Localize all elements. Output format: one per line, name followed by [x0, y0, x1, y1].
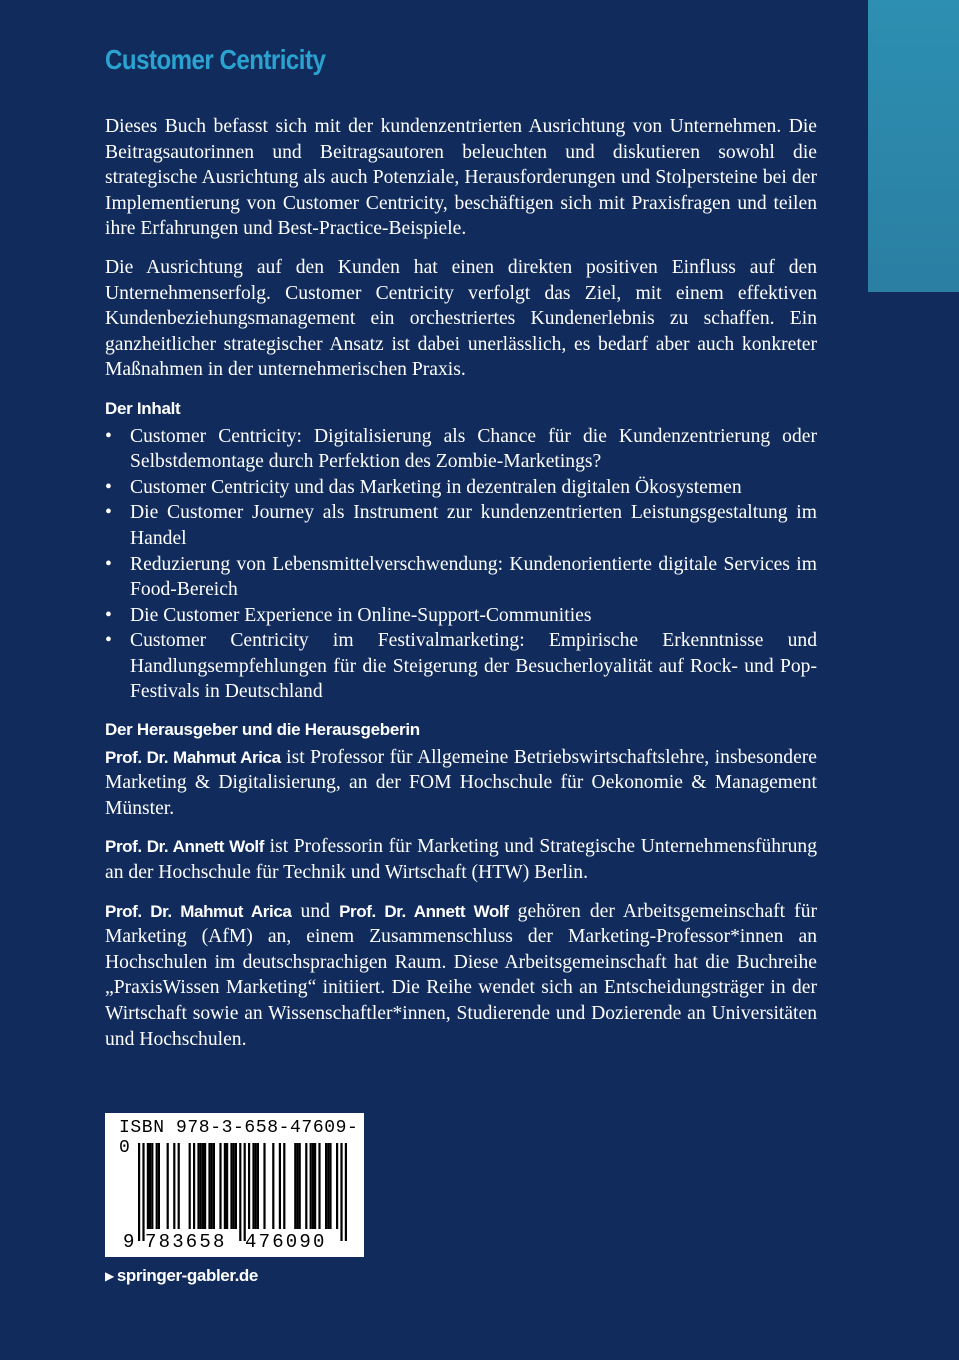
- editor-name: Prof. Dr. Mahmut Arica: [105, 747, 281, 767]
- accent-color-bar: [868, 0, 959, 292]
- barcode-bar: [213, 1143, 215, 1229]
- barcode-bar: [142, 1143, 144, 1241]
- contents-item: • Customer Centricity: Digitalisierung als Chance für die Kundenzentrierung oder Selbstdemontage durch Perfektion des Zombie-Marketings?: [105, 425, 817, 473]
- editors-joint-bio: Prof. Dr. Mahmut Arica und Prof. Dr. Annett Wolf gehören der Arbeitsgemeinschaft für Marketing (AfM) an, einem Zusammenschluss der Marketing-Professor*innen an Hochschulen im deutschsprachigen Raum. Diese Arbeitsgemeinschaft hat die Buchreihe „PraxisWissen Marketing“ initiiert. Die Reihe wendet sich an Entscheidungsträger in der Wirtschaft sowie an Wissenschaftler*innen, Studierende und Dozierende an Universitäten und Hochschulen.: [105, 900, 818, 1050]
- barcode-bar: [272, 1143, 274, 1229]
- barcode-bar: [167, 1143, 169, 1229]
- bullet-icon: •: [105, 630, 112, 652]
- ean-left-digits: 783658: [145, 1231, 227, 1253]
- barcode-bar: [248, 1143, 250, 1229]
- isbn-label: ISBN 978-3-658-47609-0: [119, 1118, 359, 1158]
- barcode-bar: [310, 1143, 312, 1229]
- isbn-barcode: [105, 1113, 364, 1257]
- bullet-icon: •: [105, 476, 112, 498]
- barcode-bar: [193, 1143, 195, 1229]
- barcode-bar: [151, 1143, 153, 1229]
- barcode-bar: [211, 1143, 213, 1229]
- editor-name: Prof. Dr. Annett Wolf: [339, 901, 509, 921]
- publisher-link[interactable]: [105, 1266, 258, 1286]
- contents-list: [105, 424, 817, 706]
- book-title: Customer Centricity: [105, 44, 326, 75]
- bullet-icon: •: [105, 425, 112, 447]
- editors-heading: Der Herausgeber und die Herausgeberin: [105, 720, 420, 740]
- back-cover-content: [105, 44, 817, 1065]
- barcode-bar: [204, 1143, 206, 1229]
- barcode-bar: [255, 1143, 257, 1229]
- barcode-bar: [257, 1143, 259, 1229]
- contents-item: • Customer Centricity und das Marketing in dezentralen digitalen Ökosystemen: [105, 475, 817, 501]
- barcode-bar: [197, 1143, 199, 1229]
- barcode-bar: [156, 1143, 158, 1229]
- editor-bio-arica: Prof. Dr. Mahmut Arica ist Professor für Allgemeine Betriebswirtschaftslehre, insbesondere Marketing & Digitalisierung, an der FOM Hochschule für Oekonomie & Management Münster.: [105, 746, 817, 819]
- barcode-bar: [327, 1143, 329, 1229]
- barcode-bar: [345, 1143, 347, 1241]
- barcode-bar: [219, 1143, 221, 1229]
- barcode-bar: [283, 1143, 285, 1229]
- barcode-bar: [314, 1143, 316, 1229]
- bullet-icon: •: [105, 604, 112, 626]
- barcode-bar: [149, 1143, 151, 1229]
- barcode-bar: [233, 1143, 235, 1229]
- barcode-bar: [244, 1143, 246, 1241]
- barcode-bar: [224, 1143, 226, 1229]
- barcode-bar: [202, 1143, 204, 1229]
- barcode-bar: [263, 1143, 265, 1229]
- barcode-bar: [279, 1143, 281, 1229]
- barcode-bar: [252, 1143, 254, 1229]
- barcode-bar: [158, 1143, 160, 1229]
- barcode-bar: [329, 1143, 331, 1229]
- barcode-bar: [318, 1143, 320, 1229]
- barcode-bar: [178, 1143, 180, 1229]
- barcode-bar: [336, 1143, 338, 1229]
- publisher-url: springer-gabler.de: [116, 1266, 258, 1285]
- barcode-bar: [147, 1143, 149, 1229]
- editor-name: Prof. Dr. Mahmut Arica: [105, 901, 292, 921]
- intro-paragraph-2: Die Ausrichtung auf den Kunden hat einen direkten positiven Einfluss auf den Unternehmenserfolg. Customer Centricity verfolgt das Ziel, mit einem effektiven Kundenbeziehungsmanagement ein orchestriertes Kundenerlebnis zu schaffen. Ein ganzheitlicher strategischer Ansatz ist dabei unerlässlich, es bedarf aber auch konkreter Maßnahmen in der unternehmerischen Praxis.: [105, 256, 817, 381]
- barcode-bar: [226, 1143, 228, 1229]
- barcode-bar: [299, 1143, 301, 1229]
- barcode-bar: [208, 1143, 210, 1229]
- contents-item: • Die Customer Journey als Instrument zur kundenzentrierten Leistungsgestaltung im Handel: [105, 502, 817, 549]
- ean-right-digits: 476090: [245, 1231, 327, 1253]
- barcode-bar: [305, 1143, 307, 1229]
- contents-item: • Die Customer Experience in Online-Support-Communities: [105, 603, 817, 629]
- contents-item: • Reduzierung von Lebensmittelverschwendung: Kundenorientierte digitale Services im Food-Bereich: [105, 553, 817, 601]
- bullet-icon: •: [105, 553, 112, 575]
- editor-bio-wolf: Prof. Dr. Annett Wolf ist Professorin für Marketing und Strategische Unternehmensführung an der Hochschule für Technik und Wirtschaft (HTW) Berlin.: [105, 836, 817, 884]
- barcode-bar: [189, 1143, 191, 1229]
- editor-name: Prof. Dr. Annett Wolf: [105, 837, 265, 857]
- barcode-bar: [340, 1143, 342, 1241]
- ean-first-digit: 9: [123, 1231, 135, 1253]
- barcode-bar: [138, 1143, 140, 1241]
- bullet-icon: •: [105, 502, 112, 524]
- contents-item: • Customer Centricity im Festivalmarketing: Empirische Erkenntnisse und Handlungsempfehlungen für die Steigerung der Besucherloyalität auf Rock- und Pop-Festivals in Deutschland: [105, 630, 817, 703]
- barcode-bar: [296, 1143, 298, 1229]
- barcode-bar: [312, 1143, 314, 1229]
- barcode-bar: [173, 1143, 175, 1229]
- barcode-bar: [325, 1143, 327, 1229]
- contents-heading: Der Inhalt: [105, 398, 181, 418]
- intro-paragraph-1: Dieses Buch befasst sich mit der kundenzentrierten Ausrichtung von Unternehmen. Die Beitragsautorinnen und Beitragsautoren beleuchten und diskutieren sowohl die strategische Ausrichtung als auch Potenziale, Herausforderungen und Stolpersteine bei der Implementierung von Customer Centricity, beschäftigen sich mit Praxisfragen und teilen ihre Erfahrungen und Best-Practice-Beispiele.: [105, 116, 817, 240]
- barcode-bar: [230, 1143, 232, 1229]
- barcode-bar: [200, 1143, 202, 1229]
- barcode-bar: [294, 1143, 296, 1229]
- barcode-bar: [239, 1143, 241, 1241]
- barcode-bar: [235, 1143, 237, 1229]
- triangle-arrow-icon: ▶: [105, 1269, 114, 1283]
